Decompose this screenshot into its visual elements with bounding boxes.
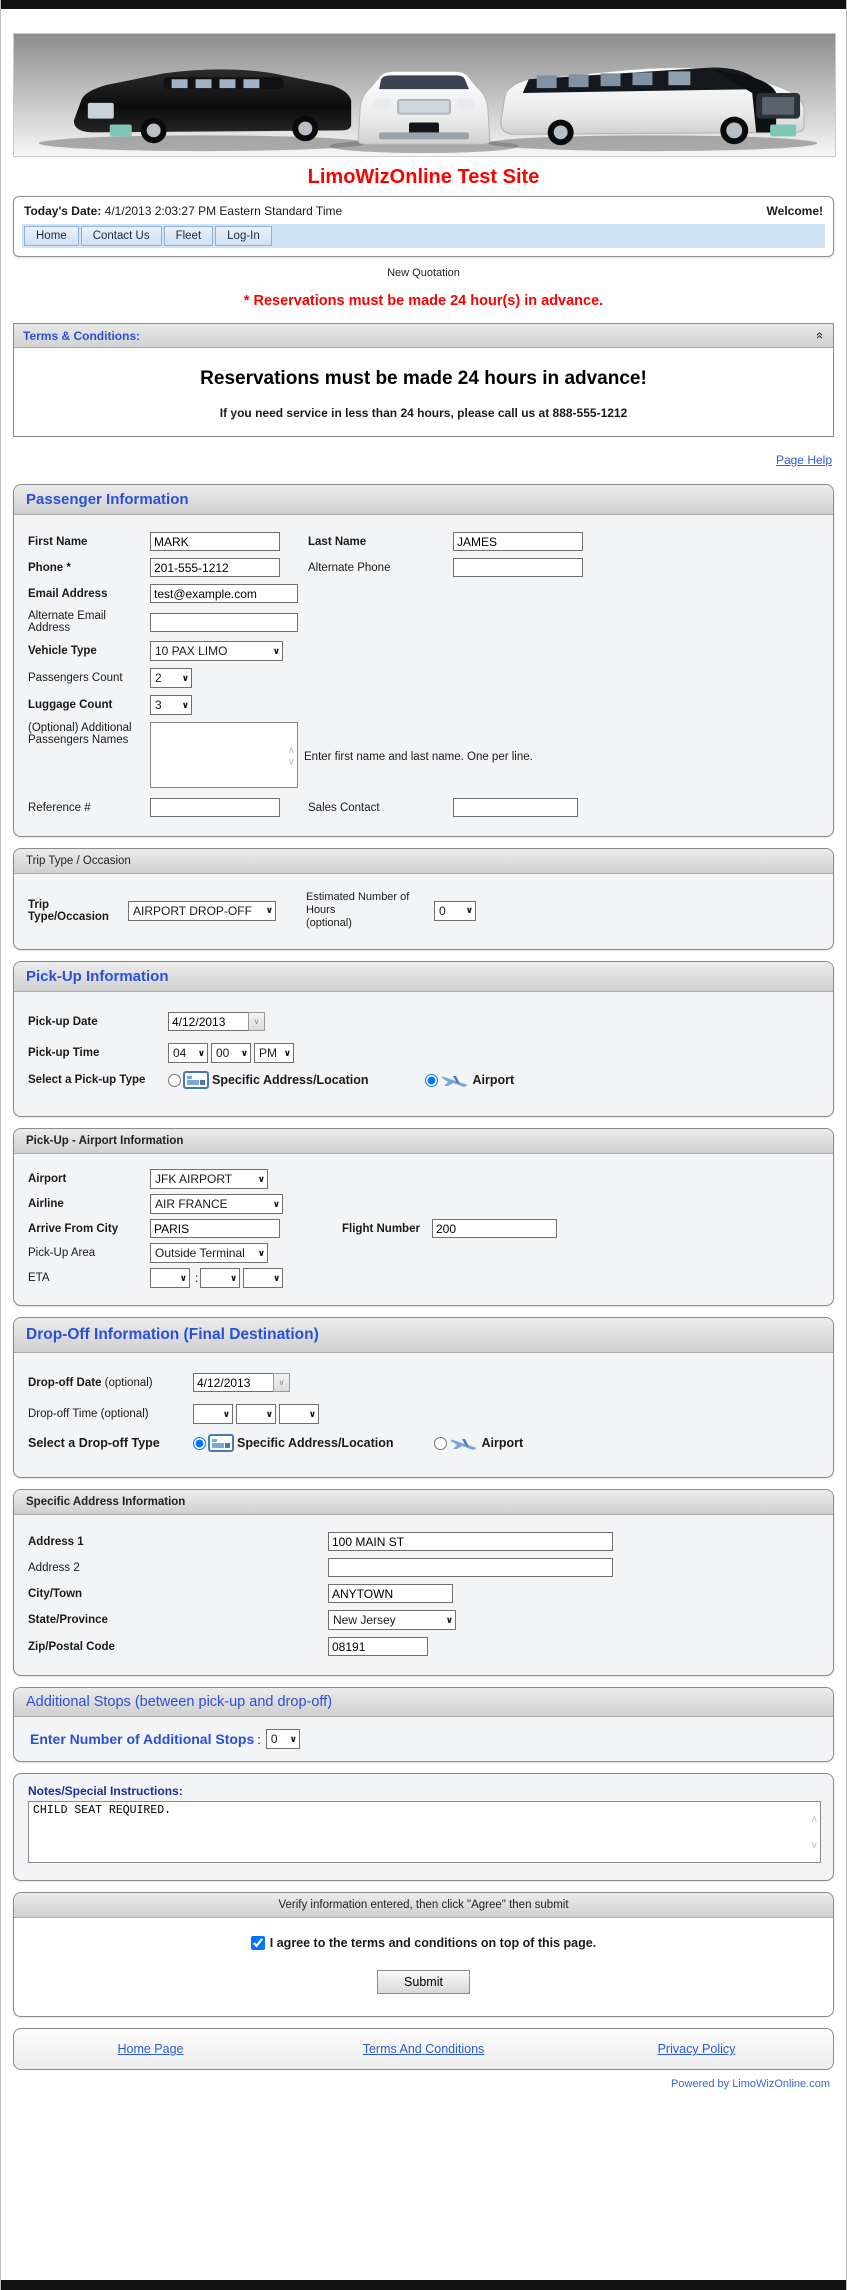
trip-type-panel-title: Trip Type / Occasion: [14, 849, 833, 874]
pickup-time-hour-select[interactable]: [168, 1043, 208, 1063]
dropoff-time-label: Drop-off Time (optional): [28, 1408, 149, 1420]
chevron-down-icon: ∨: [308, 1408, 315, 1419]
reservation-notice: * Reservations must be made 24 hour(s) in advance.: [243, 293, 604, 309]
calendar-dropdown-icon[interactable]: ∨: [273, 1373, 290, 1392]
pickup-date-label: Pick-up Date: [28, 1015, 98, 1028]
email-field[interactable]: [150, 584, 298, 603]
powered-by-link[interactable]: Powered by LimoWizOnline.com: [671, 2078, 830, 2090]
additional-passengers-textarea[interactable]: [150, 722, 298, 788]
airline-label: Airline: [28, 1198, 64, 1210]
additional-stops-value: 0: [270, 1732, 278, 1746]
zip-field[interactable]: [328, 1637, 428, 1656]
chevron-down-icon: ∨: [265, 1408, 272, 1419]
footer-home-page-link[interactable]: Home Page: [117, 2042, 184, 2056]
alternate-phone-label: Alternate Phone: [308, 561, 391, 574]
pickup-type-label: Select a Pick-up Type: [28, 1074, 146, 1086]
dropoff-time-hour-select[interactable]: [193, 1404, 233, 1424]
additional-passengers-label: (Optional) Additional Passengers Names: [28, 722, 132, 746]
email-label: Email Address: [28, 587, 108, 600]
dropoff-time-minute-select[interactable]: [236, 1404, 276, 1424]
address-location-icon: [208, 1434, 234, 1452]
pickup-time-minute-select[interactable]: [211, 1043, 251, 1063]
passenger-information-panel: [13, 484, 834, 837]
dropoff-type-address-label: Specific Address/Location: [237, 1436, 394, 1450]
eta-label: ETA: [28, 1272, 50, 1284]
verify-instructions: Verify information entered, then click "Agree" then submit: [14, 1893, 833, 1918]
chevron-down-icon: ∨: [181, 699, 188, 710]
chevron-down-icon: ∨: [289, 1733, 296, 1744]
chevron-down-icon: ∨: [230, 1272, 237, 1283]
notes-panel: [13, 1773, 834, 1881]
dropoff-type-label: Select a Drop-off Type: [28, 1436, 160, 1450]
chevron-down-icon: ∨: [272, 1198, 279, 1209]
state-value: New Jersey: [333, 1613, 396, 1627]
submit-button[interactable]: Submit: [377, 1970, 470, 1994]
chevron-down-icon: ∨: [257, 1173, 264, 1184]
address1-label: Address 1: [28, 1535, 84, 1548]
agree-checkbox[interactable]: [251, 1936, 265, 1950]
dropoff-information-title: Drop-Off Information (Final Destination): [14, 1318, 833, 1353]
luggage-count-label: Luggage Count: [28, 699, 113, 711]
airline-select[interactable]: [150, 1194, 283, 1214]
chevron-down-icon: ∨: [273, 1272, 280, 1283]
chevron-down-icon: ∨: [272, 645, 279, 656]
zip-label: Zip/Postal Code: [28, 1640, 115, 1653]
dropoff-date-field[interactable]: [193, 1373, 273, 1392]
terms-box: [13, 323, 834, 437]
vehicle-type-select[interactable]: [150, 641, 283, 661]
airline-value: AIR FRANCE: [155, 1197, 228, 1211]
nav-home[interactable]: Home: [24, 226, 79, 246]
additional-stops-select[interactable]: [266, 1729, 300, 1749]
terms-header[interactable]: [14, 324, 833, 348]
pickup-time-minute-value: 00: [216, 1046, 230, 1060]
collapse-up-icon[interactable]: «: [812, 331, 828, 340]
trip-type-value: AIRPORT DROP-OFF: [133, 903, 252, 918]
pickup-information-title: Pick-Up Information: [14, 962, 833, 992]
last-name-field[interactable]: [453, 532, 583, 551]
dropoff-date-picker[interactable]: [193, 1373, 290, 1392]
sales-contact-label: Sales Contact: [308, 801, 380, 814]
airplane-icon: [449, 1435, 479, 1452]
passengers-count-label: Passengers Count: [28, 672, 123, 684]
footer-privacy-link[interactable]: Privacy Policy: [657, 2042, 736, 2056]
vehicle-type-value: 10 PAX LIMO: [155, 644, 228, 658]
pickup-airport-panel: [13, 1128, 834, 1306]
pickup-time-hour-value: 04: [173, 1046, 187, 1060]
pickup-information-panel: [13, 961, 834, 1117]
chevron-down-icon: ∨: [240, 1047, 247, 1058]
pickup-date-field[interactable]: [168, 1012, 248, 1031]
passenger-information-title: Passenger Information: [14, 485, 833, 515]
luggage-count-select[interactable]: [150, 695, 192, 715]
scrollbar-arrows-icon: ∧ ∨: [287, 745, 295, 768]
dropoff-date-label: Drop-off Date (optional): [28, 1376, 153, 1389]
scrollbar-arrows-icon: ∧ ∨: [810, 1814, 818, 1851]
airplane-icon: [440, 1072, 470, 1089]
first-name-field[interactable]: [150, 532, 280, 551]
dropoff-information-panel: [13, 1317, 834, 1478]
trip-type-label: Trip Type/Occasion: [28, 898, 109, 923]
alternate-email-label: Alternate Email Address: [28, 610, 106, 634]
arrive-from-city-label: Arrive From City: [28, 1222, 119, 1235]
specific-address-title: Specific Address Information: [14, 1490, 833, 1515]
pickup-type-airport-radio[interactable]: [425, 1074, 438, 1087]
flight-number-label: Flight Number: [342, 1222, 420, 1235]
fleet-banner: [13, 33, 834, 196]
flight-number-field[interactable]: [432, 1219, 557, 1238]
sales-contact-field[interactable]: [453, 798, 578, 817]
calendar-dropdown-icon[interactable]: ∨: [248, 1012, 265, 1031]
phone-field[interactable]: [150, 558, 280, 577]
notes-label: Notes/Special Instructions:: [28, 1784, 183, 1798]
page-title: LimoWizOnline Test Site: [307, 166, 540, 188]
airport-value: JFK AIRPORT: [155, 1172, 233, 1186]
pickup-time-ampm-value: PM: [259, 1046, 277, 1060]
pickup-date-picker[interactable]: [168, 1012, 265, 1031]
page-help-link[interactable]: Page Help: [775, 453, 832, 467]
submit-panel: [13, 1892, 834, 2017]
chevron-down-icon: ∨: [465, 905, 472, 915]
footer-bar: [13, 2028, 834, 2070]
phone-label: Phone *: [28, 561, 71, 574]
eta-minute-select[interactable]: [200, 1268, 240, 1288]
nav-contact-us[interactable]: Contact Us: [81, 226, 162, 246]
todays-date-value: 4/1/2013 2:03:27 PM Eastern Standard Time: [104, 204, 343, 218]
eta-ampm-select[interactable]: [243, 1268, 283, 1288]
notes-textarea[interactable]: [28, 1801, 821, 1863]
first-name-label: First Name: [28, 535, 88, 548]
reference-field[interactable]: [150, 798, 280, 817]
state-select[interactable]: [328, 1610, 456, 1630]
footer-terms-link[interactable]: Terms And Conditions: [362, 2042, 485, 2056]
nav-log-in[interactable]: Log-In: [215, 226, 272, 246]
chevron-down-icon: ∨: [181, 672, 188, 683]
fleet-banner-image: [13, 33, 836, 157]
additional-stops-panel: [13, 1687, 834, 1762]
bottom-border-bar: [1, 2280, 846, 2290]
address1-field[interactable]: [328, 1532, 613, 1551]
additional-stops-title: Additional Stops (between pick-up and drop-off): [14, 1688, 833, 1717]
additional-passengers-hint: Enter first name and last name. One per line.: [304, 750, 533, 763]
pickup-time-label: Pick-up Time: [28, 1047, 100, 1059]
terms-subline: If you need service in less than 24 hours, please call us at 888-555-1212: [219, 406, 628, 420]
pickup-time-ampm-select[interactable]: [254, 1043, 294, 1063]
top-border-bar: [1, 0, 846, 9]
chevron-down-icon: ∨: [222, 1408, 229, 1419]
eta-colon: :: [195, 1271, 199, 1285]
welcome-text: Welcome!: [766, 204, 823, 218]
dropoff-type-address-radio[interactable]: [193, 1437, 206, 1450]
pickup-type-address-label: Specific Address/Location: [212, 1073, 369, 1087]
nav-fleet[interactable]: Fleet: [164, 226, 214, 246]
agree-label: I agree to the terms and conditions on top of this page.: [269, 1936, 597, 1950]
address-location-icon: [183, 1071, 209, 1089]
last-name-label: Last Name: [308, 535, 367, 548]
estimated-hours-select[interactable]: [434, 901, 476, 921]
passengers-count-value: 2: [155, 671, 162, 685]
chevron-down-icon: ∨: [179, 1272, 186, 1283]
pickup-area-select[interactable]: [150, 1243, 268, 1263]
pickup-area-value: Outside Terminal: [155, 1246, 245, 1260]
arrive-from-city-field[interactable]: [150, 1219, 280, 1238]
chevron-down-icon: ∨: [257, 1247, 264, 1258]
dropoff-type-airport-label: Airport: [481, 1436, 524, 1450]
city-field[interactable]: [328, 1584, 453, 1603]
additional-stops-label: Enter Number of Additional Stops: [30, 1731, 255, 1747]
dropoff-time-ampm-select[interactable]: [279, 1404, 319, 1424]
estimated-hours-value: 0: [439, 903, 446, 918]
estimated-hours-label: Estimated Number of Hours (optional): [306, 891, 410, 929]
city-label: City/Town: [28, 1587, 83, 1600]
chevron-down-icon: ∨: [445, 1614, 452, 1625]
dropoff-type-airport-radio[interactable]: [434, 1437, 447, 1450]
eta-hour-select[interactable]: [150, 1268, 190, 1288]
todays-date: [24, 204, 342, 218]
state-label: State/Province: [28, 1614, 108, 1626]
reference-label: Reference #: [28, 801, 91, 814]
trip-type-panel: [13, 848, 834, 950]
terms-headline: Reservations must be made 24 hours in advance!: [200, 368, 647, 389]
chevron-down-icon: ∨: [197, 1047, 204, 1058]
address2-field[interactable]: [328, 1558, 613, 1577]
pickup-area-label: Pick-Up Area: [28, 1247, 96, 1259]
pickup-type-airport-label: Airport: [472, 1073, 515, 1087]
alternate-email-field[interactable]: [150, 613, 298, 632]
pickup-type-address-radio[interactable]: [168, 1074, 181, 1087]
chevron-down-icon: ∨: [265, 905, 272, 915]
alternate-phone-field[interactable]: [453, 558, 583, 577]
pickup-airport-title: Pick-Up - Airport Information: [14, 1129, 833, 1154]
trip-type-select[interactable]: [128, 901, 276, 921]
breadcrumb: New Quotation: [387, 267, 460, 279]
terms-header-label: Terms & Conditions:: [23, 328, 141, 343]
chevron-down-icon: ∨: [283, 1047, 290, 1058]
additional-stops-colon: :: [257, 1731, 261, 1747]
airport-label: Airport: [28, 1173, 67, 1185]
specific-address-panel: [13, 1489, 834, 1676]
header-box: [13, 196, 834, 257]
vehicle-type-label: Vehicle Type: [28, 645, 97, 657]
airport-select[interactable]: [150, 1169, 268, 1189]
address2-label: Address 2: [28, 1561, 80, 1574]
main-nav: [22, 224, 825, 248]
todays-date-label: Today's Date:: [24, 204, 102, 218]
luggage-count-value: 3: [155, 698, 162, 712]
passengers-count-select[interactable]: [150, 668, 192, 688]
